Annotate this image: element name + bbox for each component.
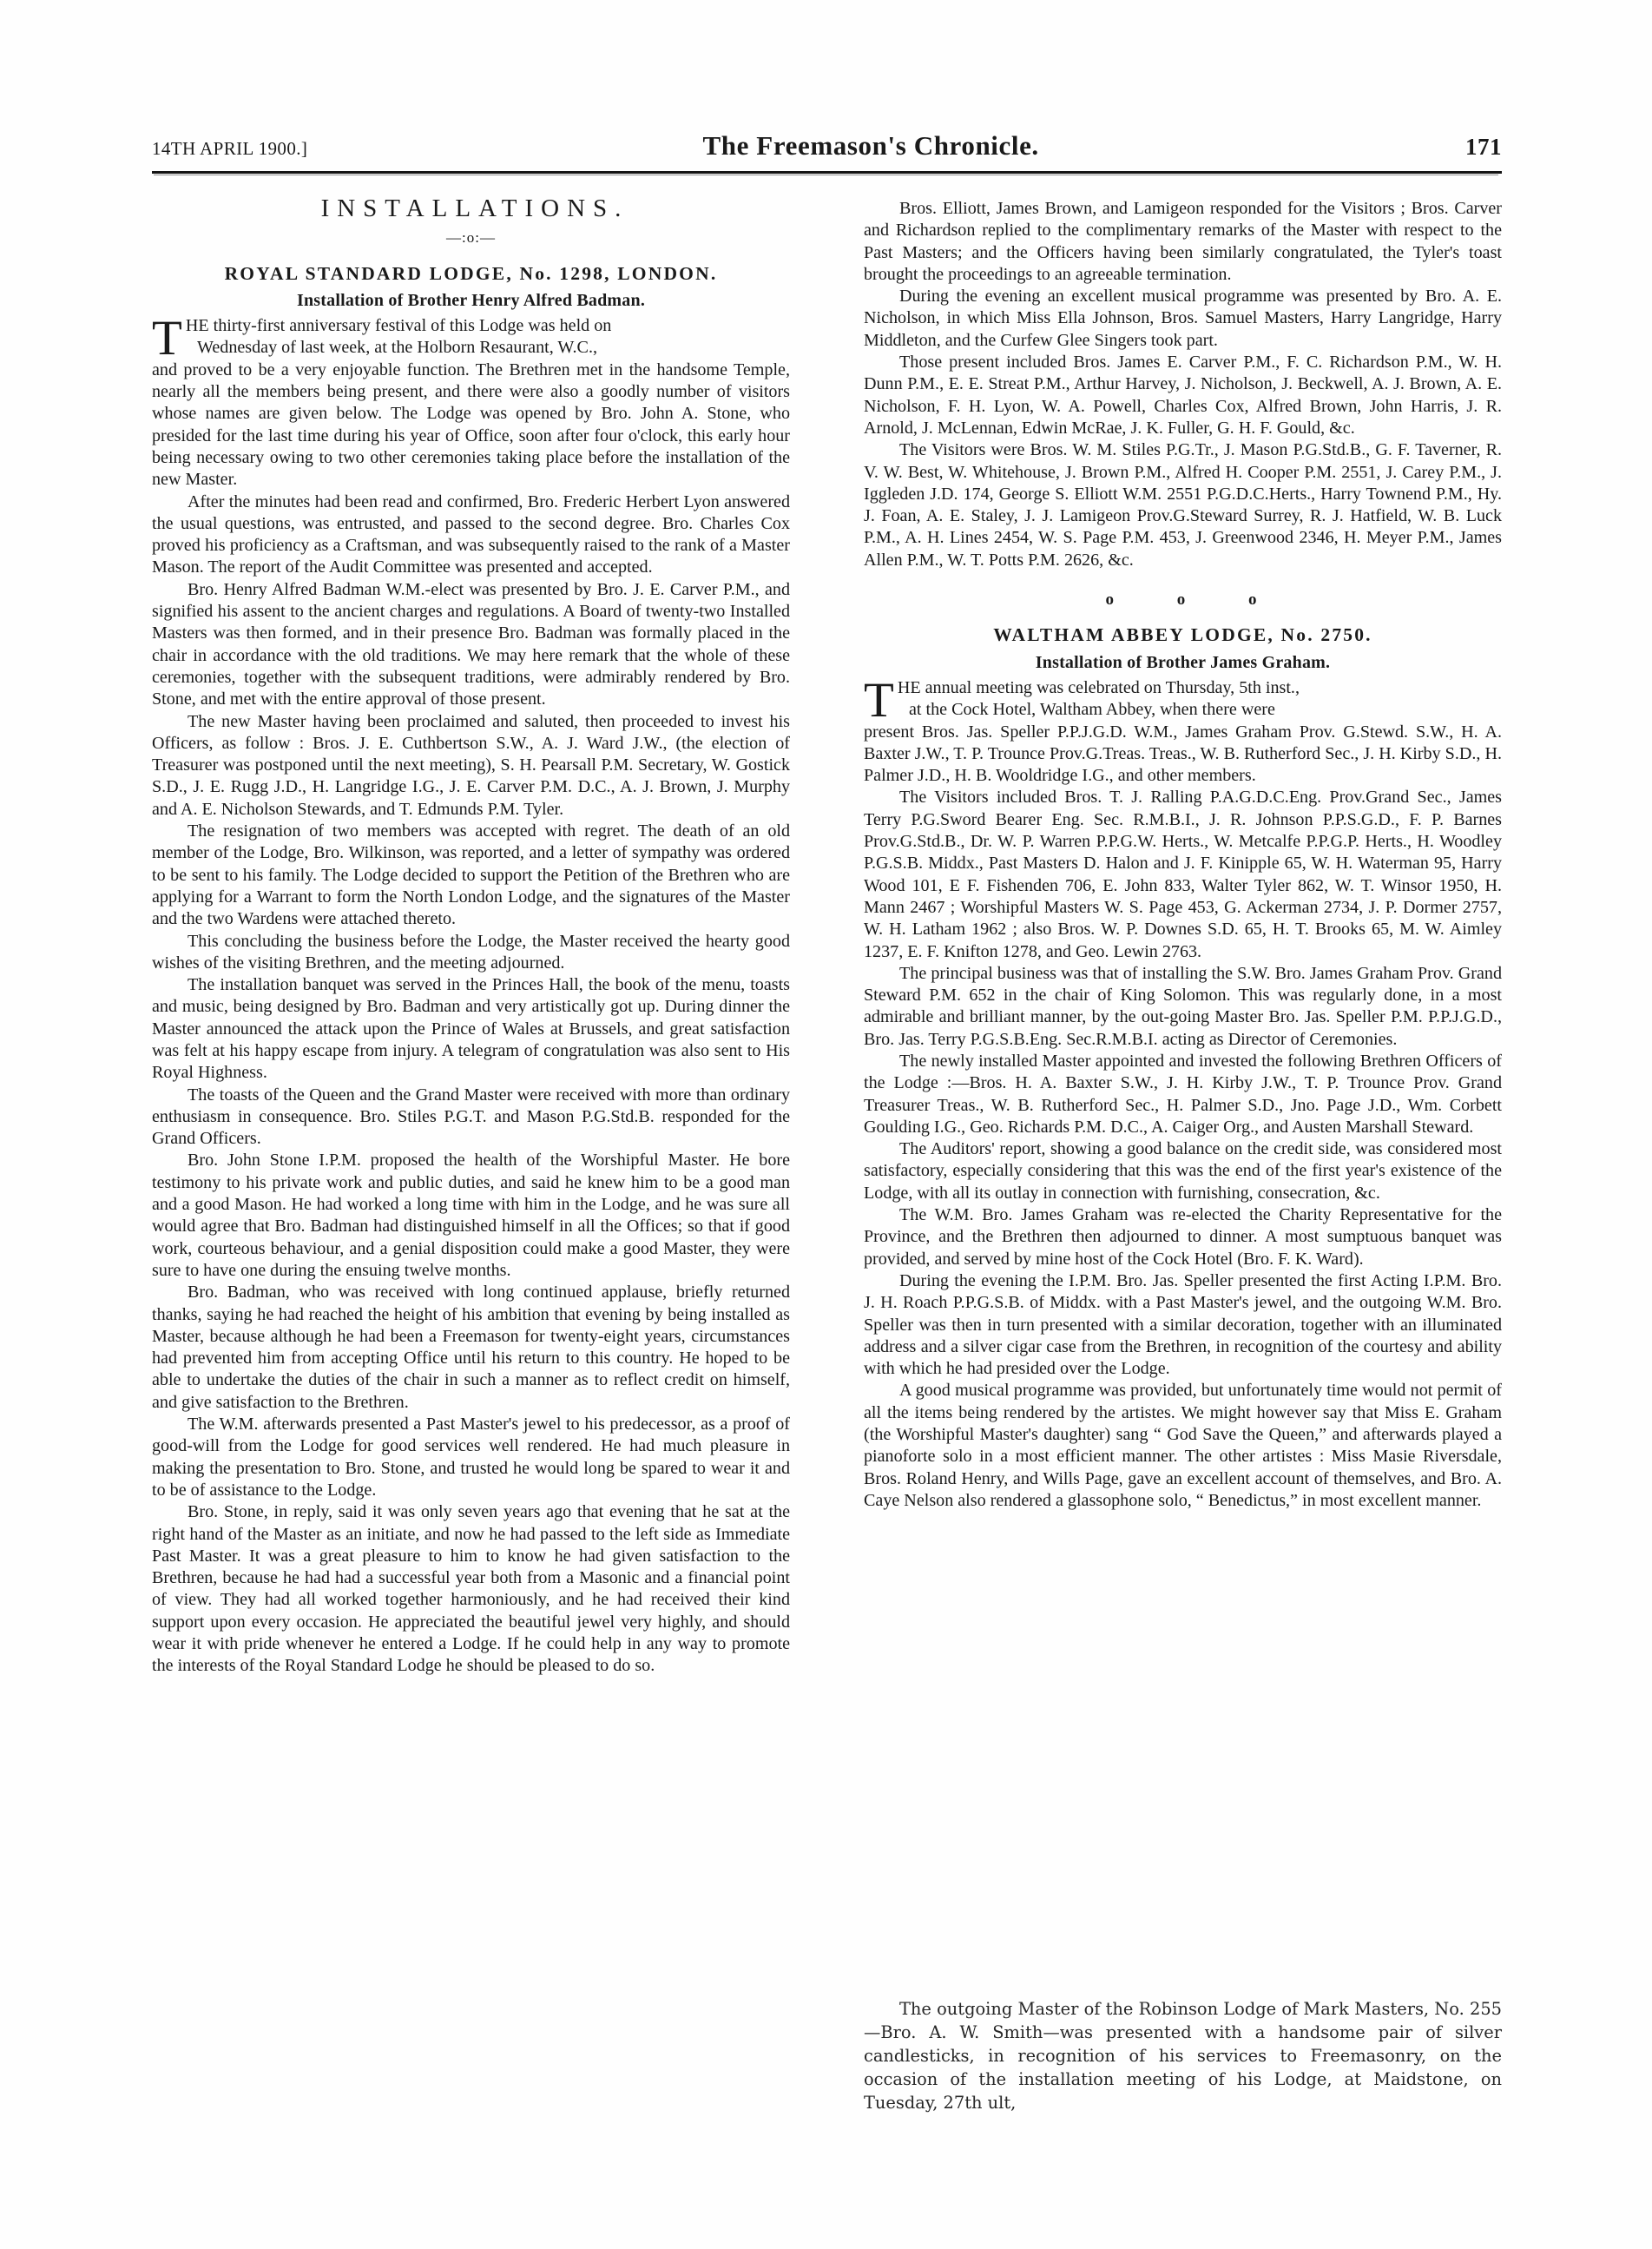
article-paragraph: The installation banquet was served in the Princes Hall, the book of the menu, toasts and music, being designed by Bro. Badman and very artistically got up. During dinner the Master announced the attack upon the Prince of Wales at Brussels, and great satisfaction was felt at his happy escape from injury. A telegram of congratulation was also sent to His Royal Highness.	[152, 975, 790, 1083]
publication-title: The Freemason's Chronicle.	[702, 130, 1039, 161]
article-paragraph: Those present included Bros. James E. Carver P.M., F. C. Richardson P.M., W. H. Dunn P.M., E. E. Streat P.M., Arthur Harvey, J. Nicholson, J. Beckwell, A. J. Brown, A. E. Nicholson, F. H. Lyon, W. A. Powell, Charles Cox, Alfred Brown, John Harris, J. R. Arnold, J. McLennan, Edwin McRae, J. K. Fuller, G. H. F. Gould, &c.	[864, 353, 1502, 438]
article-paragraph: During the evening the I.P.M. Bro. Jas. Speller presented the first Acting I.P.M. Bro. J. H. Roach P.P.G.S.B. of Middx. with a Past Master's jewel, and the outgoing W.M. Bro. Speller was then in turn presented with a similar decoration, together with an illuminated address and a silver cigar case from the Brethren, in recognition of the courtesy and ability with which he had presided over the Lodge.	[864, 1270, 1502, 1379]
page-number: 171	[1465, 134, 1502, 160]
article-paragraph: A good musical programme was provided, but unfortunately time would not permit of all the items being rendered by the artistes. We might however say that Miss E. Graham (the Worshipful Master's daughter) sang “ God Save the Queen,” and afterwards played a pianoforte solo in a most efficient manner. The other artistes : Miss Masie Riversdale, Bros. Roland Henry, and Wills Page, gave an excellent account of themselves, and Bro. A. Caye Nelson also rendered a glassophone solo, “ Benedictus,” in most excellent manner.	[864, 1381, 1502, 1510]
article-paragraph: The newly installed Master appointed and invested the following Brethren Officers of the Lodge :—Bros. H. A. Baxter S.W., J. H. Kirby J.W., T. P. Trounce Prov. Grand Treasurer Treas., W. B. Rutherford Sec., H. Palmer S.D., Jno. Page J.D., Wm. Corbett Goulding I.G., Geo. Richards P.M. D.C., A. Caiger Org., and Austen Marshall Steward.	[864, 1051, 1502, 1137]
article-paragraph: The resignation of two members was accepted with regret. The death of an old member of the Lodge, Bro. Wilkinson, was reported, and a letter of sympathy was ordered to be sent to his family. The Lodge decided to support the Petition of the Brethren who are applying for a Warrant to form the North London Lodge, and the signatures of the Master and the two Wardens were attached thereto.	[152, 821, 790, 929]
footer-note: The outgoing Master of the Robinson Lodge of Mark Masters, No. 255—Bro. A. W. Smith—was presented with a handsome pair of silver candlesticks, in recognition of his services to Freemasonry, on the occasion of the installation meeting of his Lodge, at Maidstone, on Tuesday, 27th ult,	[864, 1999, 1502, 2113]
opening-line-2: Wednesday of last week, at the Holborn Resaurant, W.C.,	[197, 338, 597, 358]
drop-cap: T	[152, 311, 182, 366]
ornament-dots: o o o	[1105, 590, 1287, 610]
article-paragraph: The W.M. Bro. James Graham was re-elected the Charity Representative for the Province, and the Brethren then adjourned to dinner. A most sumptuous banquet was provided, and served by mine host of the Cock Hotel (Bro. F. K. Ward).	[864, 1205, 1502, 1269]
opening-line-2: at the Cock Hotel, Waltham Abbey, when there were	[909, 700, 1275, 720]
left-column	[152, 195, 790, 1678]
article-paragraph: The W.M. afterwards presented a Past Master's jewel to his predecessor, as a proof of good-will from the Lodge for good services well rendered. He had much pleasure in making the presentation to Bro. Stone, and trusted he would long be spared to wear it and to be of assistance to the Lodge.	[152, 1415, 790, 1500]
article-paragraph: Bro. Stone, in reply, said it was only seven years ago that evening that he sat at the right hand of the Master as an initiate, and now he had passed to the left side as Immediate Past Master. It was a great pleasure to him to know he had given satisfaction to the Brethren, because he had had a successful year both from a Masonic and a financial point of view. They had all worked together harmoniously, and he had received their kind support upon every occasion. He appreciated the beautiful jewel very highly, and should wear it with pride whenever he entered a Lodge. If he could help in any way to promote the interests of the Royal Standard Lodge he should be pleased to do so.	[152, 1502, 790, 1676]
article-paragraph: This concluding the business before the Lodge, the Master received the hearty good wishes of the visiting Brethren, and the meeting adjourned.	[152, 931, 790, 973]
article-paragraph	[864, 672, 1502, 787]
article-paragraph: Bros. Elliott, James Brown, and Lamigeon responded for the Visitors ; Bros. Carver and Richardson replied to the complimentary remarks of the Master with respect to the Past Masters; and the Officers having been similarly congratulated, the Tyler's toast brought the proceedings to an agreeable termination.	[864, 199, 1502, 284]
lodge-heading-royal-standard: ROYAL STANDARD LODGE, No. 1298, LONDON.	[224, 262, 718, 284]
lodge-heading-waltham-abbey: WALTHAM ABBEY LODGE, No. 2750.	[993, 624, 1372, 646]
article-paragraph: The Auditors' report, showing a good balance on the credit side, was considered most satisfactory, especially considering that this was the end of the first year's existence of the Lodge, with all its outlay in connection with furnishing, consecration, &c.	[864, 1139, 1502, 1203]
right-column	[864, 198, 1502, 1512]
header-rule	[152, 171, 1502, 174]
section-heading: INSTALLATIONS.	[320, 195, 629, 222]
lodge-subheading-royal-standard: Installation of Brother Henry Alfred Badman.	[296, 290, 646, 310]
opening-rest: present Bros. Jas. Speller P.P.J.G.D. W.M., James Graham Prov. G.Stewd. S.W., H. A. Baxter J.W., T. P. Trounce Prov.G.Treas. Treas., W. B. Rutherford Sec., J. H. Kirby S.D., H. Palmer J.D., H. B. Wooldridge I.G., and other members.	[864, 722, 1502, 786]
issue-date: 14TH APRIL 1900.]	[152, 138, 308, 159]
article-paragraph: The principal business was that of installing the S.W. Bro. James Graham Prov. Grand Steward P.M. 652 in the chair of King Solomon. This was regularly done, in a most admirable and brilliant manner, by the out-going Master Bro. Jas. Speller P.M. P.P.J.G.D., Bro. Jas. Terry P.G.S.B.Eng. Sec.R.M.B.I. acting as Director of Ceremonies.	[864, 963, 1502, 1049]
article-paragraph: Bro. Badman, who was received with long continued applause, briefly returned thanks, saying he had reached the height of his ambition that evening by being installed as Master, because although he had been a Freemason for twenty-eight years, circumstances had prevented him from accepting Office until his return to this country. He hoped to be able to undertake the duties of the chair in such a manner as to reflect credit on himself, and give satisfaction to the Brethren.	[152, 1283, 790, 1412]
ornament-divider: —:o:—	[446, 229, 496, 247]
article-paragraph: The Visitors included Bros. T. J. Ralling P.A.G.D.C.Eng. Prov.Grand Sec., James Terry P.G.Sword Bearer Eng. Sec. R.M.B.I., J. R. Johnson P.P.S.G.D., F. P. Barnes Prov.G.Std.B., Dr. W. P. Warren P.P.G.W. Herts., W. Metcalfe P.P.G.P. Herts., H. Woodley P.G.S.B. Middx., Past Masters D. Halon and J. F. Kinipple 65, W. H. Waterman 95, Harry Wood 101, E F. Fishenden 706, E. John 833, Walter Tyler 862, W. T. Winsor 1950, H. Mann 2467 ; Worshipful Masters W. S. Page 453, G. Ackerman 2734, J. P. Dormer 2757, W. H. Latham 1962 ; also Bros. W. P. Downes S.D. 65, H. T. Brooks 65, M. W. Aimley 1237, E. F. Knifton 1278, and Geo. Lewin 2763.	[864, 788, 1502, 961]
drop-cap: T	[864, 672, 894, 728]
article-paragraph: During the evening an excellent musical programme was presented by Bro. A. E. Nicholson, in which Miss Ella Johnson, Bros. Samuel Masters, Harry Langridge, Harry Middleton, and the Curfew Glee Singers took part.	[864, 287, 1502, 350]
article-paragraph: The Visitors were Bros. W. M. Stiles P.G.Tr., J. Mason P.G.Std.B., G. F. Taverner, R. V. W. Best, W. Whitehouse, J. Brown P.M., Alfred H. Cooper P.M. 2551, J. Carey P.M., J. Iggleden J.D. 174, George S. Elliott W.M. 2551 P.G.D.C.Herts., Harry Townend P.M., Hy. J. Foan, A. E. Staley, J. J. Lamigeon Prov.G.Steward Surrey, R. J. Hatfield, W. B. Luck P.M., A. H. Lines 2454, W. S. Page P.M. 453, J. Greenwood 2346, H. Meyer P.M., James Allen P.M., W. T. Potts P.M. 2626, &c.	[864, 440, 1502, 570]
article-paragraph: Bro. John Stone I.P.M. proposed the health of the Worshipful Master. He bore testimony to his private work and public duties, and said he knew him to be a good man and a good Mason. He had worked a long time with him in the Lodge, and he was sure all would agree that Bro. Badman had distinguished himself in all the Offices; so that if good work, courteous behaviour, and a genial disposition could make a good Master, they were sure to have one during the ensuing twelve months.	[152, 1151, 790, 1280]
opening-line-1: HE thirty-first anniversary festival of this Lodge was held on	[185, 316, 612, 336]
opening-line-1: HE annual meeting was celebrated on Thursday, 5th inst.,	[897, 677, 1300, 697]
article-paragraph: Bro. Henry Alfred Badman W.M.-elect was presented by Bro. J. E. Carver P.M., and signified his assent to the ancient charges and regulations. A Board of twenty-two Installed Masters was then formed, and in their presence Bro. Badman was formally placed in the chair in accordance with the old traditions. We may here remark that the whole of these ceremonies, together with the subsequent traditions, were admirably rendered by Bro. Stone, and met with the entire approval of those present.	[152, 579, 790, 709]
article-paragraph: The new Master having been proclaimed and saluted, then proceeded to invest his Officers, as follow : Bros. J. E. Cuthbertson S.W., A. J. Ward J.W., (the election of Treasurer was postponed until the next meeting), S. H. Pearsall P.M. Secretary, W. Gostick S.D., J. E. Rugg J.D., H. Langridge I.G., J. E. Carver P.M. D.C., A. J. Brown, J. Murphy and A. E. Nicholson Stewards, and T. Edmunds P.M. Tyler.	[152, 711, 790, 819]
masthead	[152, 130, 1502, 162]
lodge-subheading-waltham-abbey: Installation of Brother James Graham.	[1035, 652, 1331, 672]
opening-rest: and proved to be a very enjoyable function. The Brethren met in the handsome Temple, nearly all the members being present, and there were also a goodly number of visitors whose names are given below. The Lodge was opened by Bro. John A. Stone, who presided for the last time during his year of Office, soon after four o'clock, this early hour being necessary owing to two other ceremonies taking place before the installation of the new Master.	[152, 359, 790, 490]
article-paragraph	[152, 311, 790, 491]
article-paragraph: The toasts of the Queen and the Grand Master were received with more than ordinary enthusiasm in consequence. Bro. Stiles P.G.T. and Mason P.G.Std.B. responded for the Grand Officers.	[152, 1085, 790, 1149]
article-paragraph: After the minutes had been read and confirmed, Bro. Frederic Herbert Lyon answered the usual questions, was entrusted, and passed to the second degree. Bro. Charles Cox proved his proficiency as a Craftsman, and was subsequently raised to the rank of a Master Mason. The report of the Audit Committee was presented and accepted.	[152, 491, 790, 577]
